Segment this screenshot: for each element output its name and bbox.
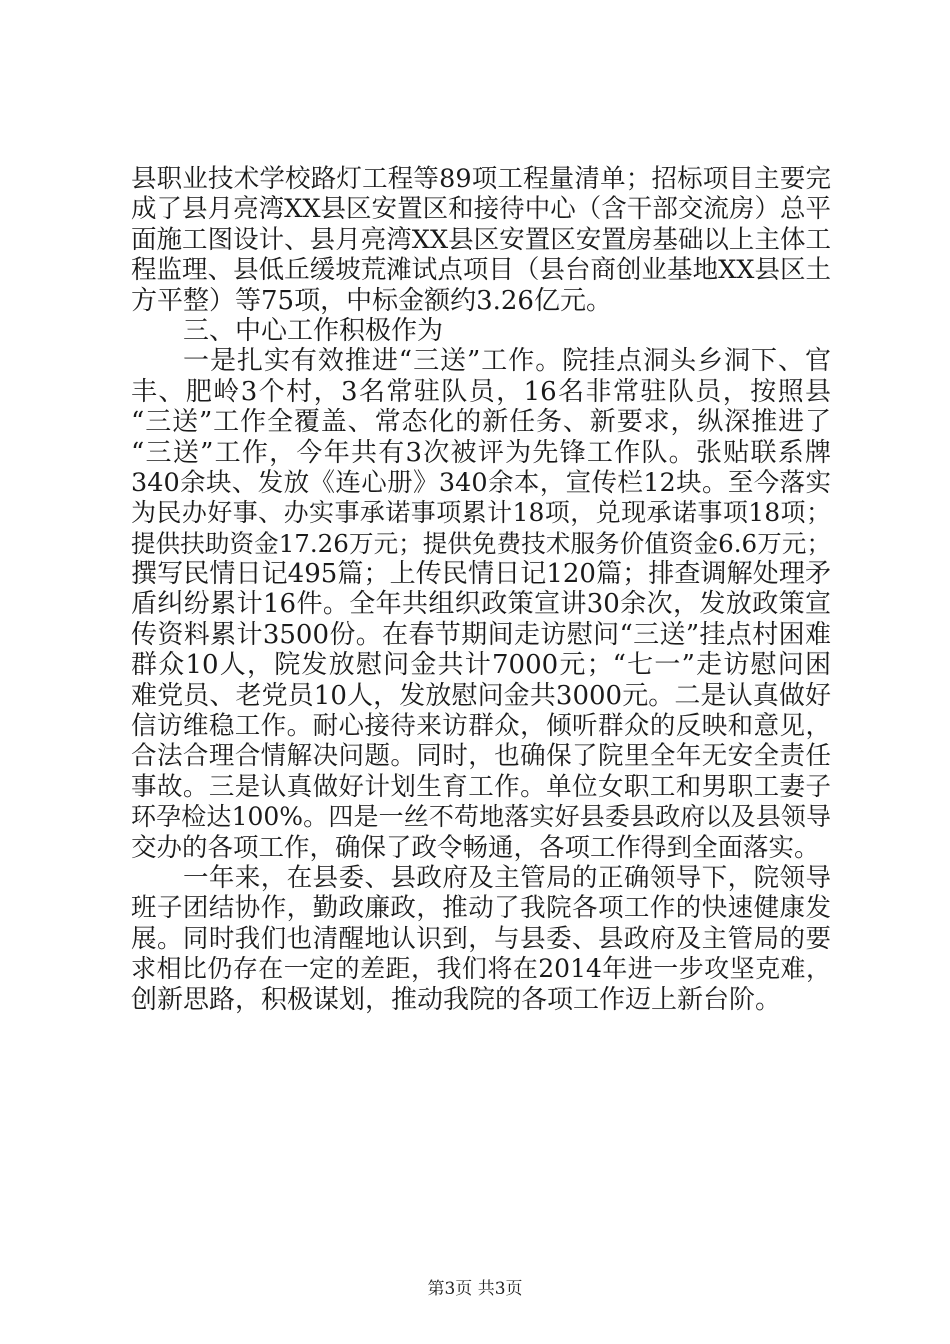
document-body <box>131 164 831 1015</box>
text-line: 为民办好事、办实事承诺事项累计18项，兑现承诺事项18项； <box>131 498 831 528</box>
text-line: 成了县月亮湾XX县区安置区和接待中心（含干部交流房）总平 <box>131 194 831 225</box>
page-footer: 第3页 共3页 <box>427 1279 523 1299</box>
text-line: 盾纠纷累计16件。全年共组织政策宣讲30余次，发放政策宣 <box>131 589 831 620</box>
text-line: 难党员、老党员10人，发放慰问金共3000元。二是认真做好 <box>131 680 831 711</box>
text-line: 县职业技术学校路灯工程等89项工程量清单；招标项目主要完 <box>131 164 831 194</box>
text-line: 面施工图设计、县月亮湾XX县区安置区安置房基础以上主体工 <box>131 224 831 255</box>
text-line: 创新思路，积极谋划，推动我院的各项工作迈上新台阶。 <box>131 984 782 1015</box>
text-line: 群众10人，院发放慰问金共计7000元；“七一”走访慰问困 <box>131 650 831 681</box>
text-line: 合法合理合情解决问题。同时，也确保了院里全年无安全责任 <box>131 741 831 772</box>
text-line: 环孕检达100%。四是一丝不苟地落实好县委县政府以及县领导 <box>131 802 831 832</box>
text-line: 交办的各项工作，确保了政令畅通，各项工作得到全面落实。 <box>131 832 820 863</box>
text-line: 传资料累计3500份。在春节期间走访慰问“三送”挂点村困难 <box>131 619 831 650</box>
text-line: 丰、肥岭3个村，3名常驻队员，16名非常驻队员，按照县 <box>131 376 831 407</box>
text-line: 三、中心工作积极作为 <box>183 315 444 346</box>
text-line: 展。同时我们也清醒地认识到，与县委、县政府及主管局的要 <box>131 923 831 954</box>
text-line: 信访维稳工作。耐心接待来访群众，倾听群众的反映和意见， <box>131 711 831 742</box>
text-line: 程监理、县低丘缓坡荒滩试点项目（县台商创业基地XX县区土 <box>131 255 831 286</box>
text-line: 340余块、发放《连心册》340余本，宣传栏12块。至今落实 <box>131 467 831 498</box>
text-line: 一年来，在县委、县政府及主管局的正确领导下，院领导 <box>183 862 831 893</box>
text-line: 提供扶助资金17.26万元；提供免费技术服务价值资金6.6万元； <box>131 528 831 558</box>
text-line: 撰写民情日记495篇；上传民情日记120篇；排查调解处理矛 <box>131 559 831 590</box>
text-line: 一是扎实有效推进“三送”工作。院挂点洞头乡洞下、官 <box>183 346 831 377</box>
text-line: “三送”工作全覆盖、常态化的新任务、新要求，纵深推进了 <box>131 407 831 438</box>
text-line: 方平整）等75项，中标金额约3.26亿元。 <box>131 285 612 316</box>
text-line: 事故。三是认真做好计划生育工作。单位女职工和男职工妻子 <box>131 771 831 802</box>
text-line: 班子团结协作，勤政廉政，推动了我院各项工作的快速健康发 <box>131 893 831 924</box>
text-line: “三送”工作，今年共有3次被评为先锋工作队。张贴联系牌 <box>131 437 831 468</box>
text-line: 求相比仍存在一定的差距，我们将在2014年进一步攻坚克难， <box>131 954 831 984</box>
